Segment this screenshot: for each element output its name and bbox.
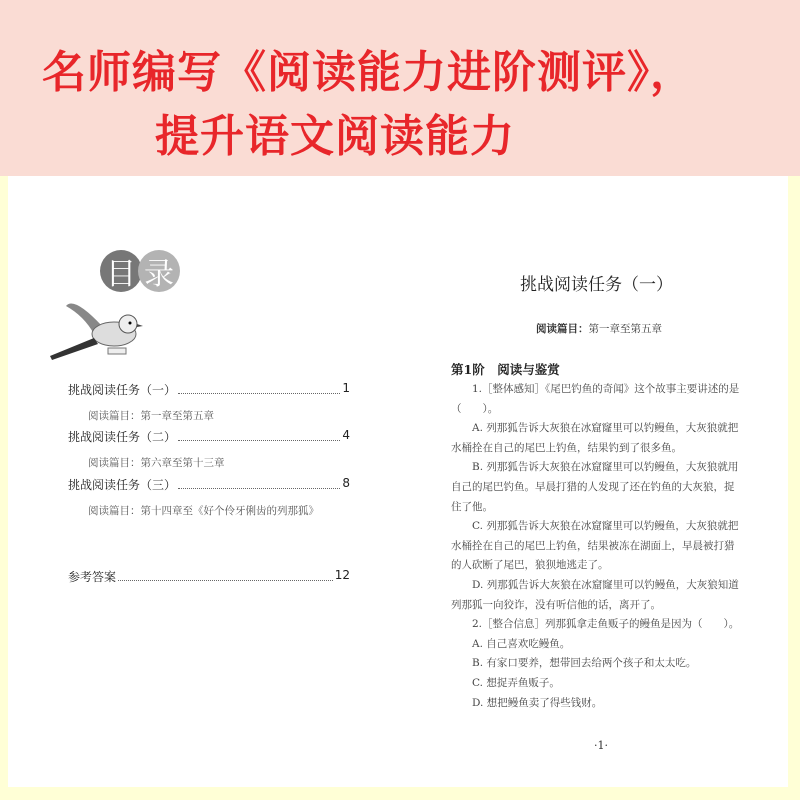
text-line: C. 想捉弄鱼贩子。 (472, 676, 560, 689)
toc-leader-dots (178, 428, 340, 441)
book-spread (8, 176, 788, 787)
section-heading: 第1阶 阅读与鉴赏 (451, 362, 560, 377)
toc-leader-dots (178, 381, 340, 394)
toc-leader-dots (178, 476, 340, 489)
text-line: 1.［整体感知］《尾巴钓鱼的奇闻》这个故事主要讲述的是 (472, 383, 740, 395)
toc-entry-subtitle: 阅读篇目：第一章至第五章 (88, 410, 214, 422)
reading-range-value: 第一章至第五章 (588, 323, 662, 335)
toc-entry-page: 12 (334, 568, 350, 582)
promo-banner (0, 0, 800, 176)
toc-entry-page: 8 (342, 476, 350, 490)
text-line: C. 列那狐告诉大灰狼在冰窟窿里可以钓鳗鱼，大灰狼就把 (472, 520, 739, 533)
toc-entry-title: 挑战阅读任务（三） (68, 478, 177, 492)
text-line: 的人砍断了尾巴，狼狈地逃走了。 (451, 559, 609, 572)
toc-entry-page: 1 (342, 381, 350, 395)
text-line: D. 列那狐告诉大灰狼在冰窟窿里可以钓鳗鱼，大灰狼知道 (472, 578, 739, 591)
toc-leader-dots (118, 568, 333, 581)
reading-label: 阅读篇目： (536, 323, 589, 335)
toc-entry-title: 参考答案 (68, 570, 117, 584)
text-line: 自己的尾巴钓鱼。早晨打猎的人发现了还在钓鱼的大灰狼，捉 (451, 480, 735, 493)
toc-entry-title: 挑战阅读任务（二） (68, 430, 177, 444)
page-number: ·1· (594, 739, 608, 752)
text-line: 水桶拴在自己的尾巴上钓鱼，结果钓到了很多鱼。 (451, 441, 682, 454)
text-line: B. 列那狐告诉大灰狼在冰窟窿里可以钓鳗鱼，大灰狼就用 (472, 461, 739, 474)
headline-line-1: 名师编写《阅读能力进阶测评》， (42, 47, 695, 98)
text-line: A. 列那狐告诉大灰狼在冰窟窿里可以钓鳗鱼，大灰狼就把 (472, 422, 739, 435)
text-line: 2.［整合信息］列那狐拿走鱼贩子的鳗鱼是因为（ ）。 (472, 618, 740, 631)
toc-entry-page: 4 (342, 428, 350, 442)
text-line: （ ）。 (451, 402, 499, 415)
toc-entry-subtitle: 阅读篇目：第十四章至《好个伶牙俐齿的列那狐》 (88, 505, 319, 517)
toc-entry[interactable] (68, 476, 350, 493)
toc-entry-title: 挑战阅读任务（一） (68, 383, 177, 397)
text-line: 水桶拴在自己的尾巴上钓鱼，结果被冻在湖面上，早晨被打猎 (451, 539, 735, 552)
text-line: 列那狐一向狡诈，没有听信他的话，离开了。 (451, 598, 661, 611)
text-line: A. 自己喜欢吃鳗鱼。 (472, 637, 571, 650)
text-line: B. 有家口要养，想带回去给两个孩子和太太吃。 (472, 657, 697, 670)
toc-heading-char-2: 录 (138, 250, 180, 292)
text-line: D. 想把鳗鱼卖了得些钱财。 (472, 696, 603, 709)
bird-illustration (44, 286, 144, 366)
page-title: 挑战阅读任务（一） (520, 275, 673, 295)
toc-entry[interactable] (68, 428, 350, 445)
toc-heading-char-1: 目 (100, 250, 142, 292)
text-line: 住了他。 (451, 500, 493, 513)
toc-entry[interactable] (68, 568, 350, 585)
headline-line-2: 提升语文阅读能力 (155, 111, 515, 162)
toc-entry-subtitle: 阅读篇目：第六章至第十三章 (88, 457, 225, 469)
question-text (451, 380, 739, 713)
reading-range (536, 321, 662, 336)
toc-entry[interactable] (68, 381, 350, 398)
